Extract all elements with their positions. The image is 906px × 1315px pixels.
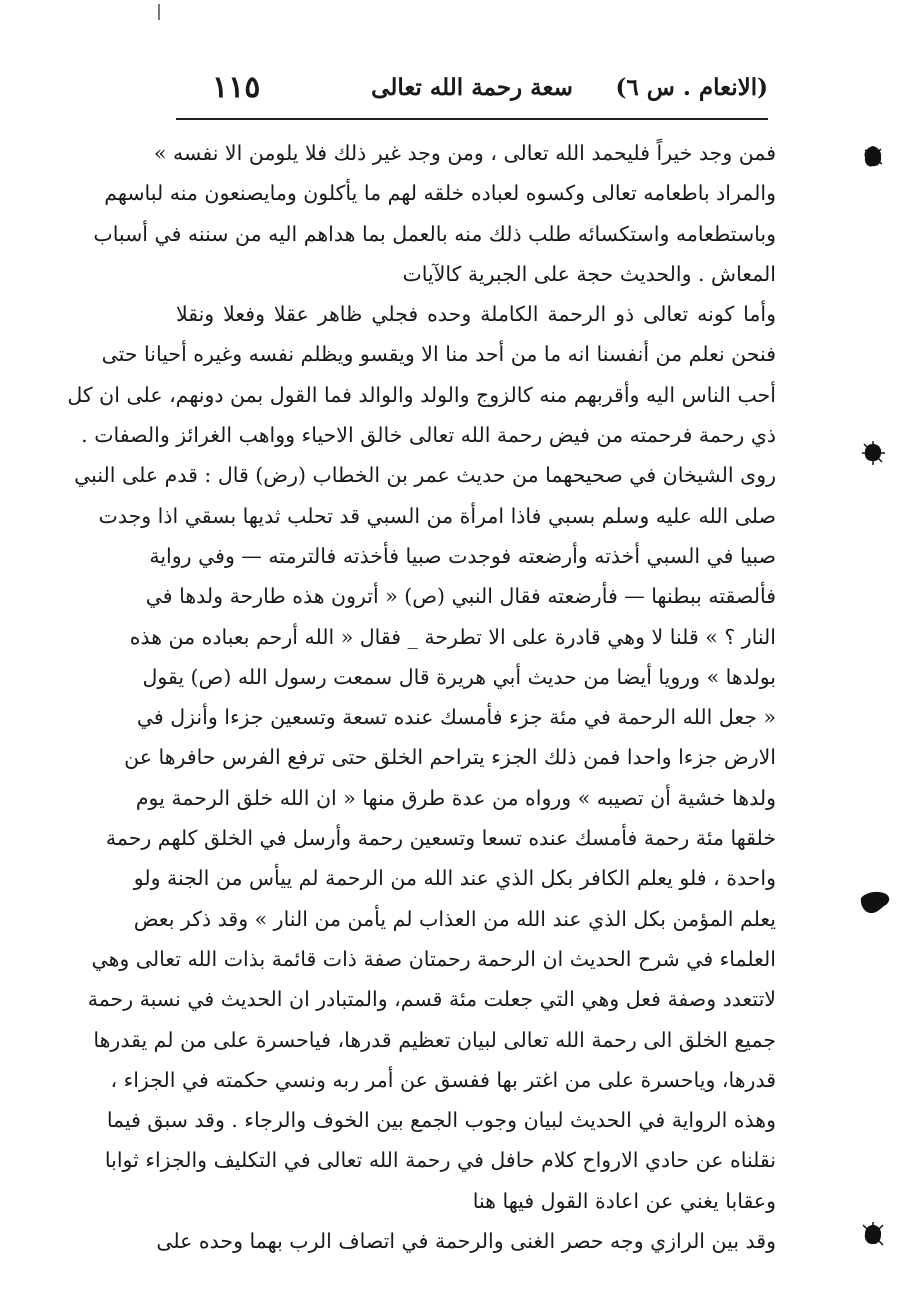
text-line: والمراد باطعامه تعالى وكسوه لعباده خلقه لهم ما يأكلون ومايصنعون منه لباسهم (104, 181, 776, 206)
text-line: قدرها، وياحسرة على من اغتر بها ففسق عن أمر ربه ونسي حكمته في الجزاء ، (110, 1067, 776, 1092)
text-line: بولدها » ورويا أيضا من حديث أبي هريرة قال سمعت رسول الله (ص) يقول (142, 664, 776, 689)
margin-blot-icon (860, 440, 886, 466)
margin-blot-icon (858, 888, 892, 918)
text-line: « جعل الله الرحمة في مئة جزء فأمسك عنده تسعة وتسعين جزءا وأنزل في (136, 705, 776, 730)
header-topic: سعة رحمة الله تعالى (371, 74, 573, 101)
text-line: خلقها مئة رحمة فأمسك عنده تسعا وتسعين رحمة وأرسل في الخلق كلهم رحمة (105, 826, 776, 851)
header-rule (176, 118, 768, 120)
text-line: المعاش . والحديث حجة على الجبرية كالآيات (402, 261, 776, 286)
text-line: وعقابا يغني عن اعادة القول فيها هنا (472, 1188, 776, 1213)
text-line: وباستطعامه واستكسائه طلب ذلك منه بالعمل بما هداهم اليه من سننه في أسباب (93, 221, 776, 246)
text-line: لاتتعدد وصفة فعل وهي التي جعلت مئة قسم، والمتبادر ان الحديث في نسبة رحمة (87, 987, 776, 1012)
text-line: ذي رحمة فرحمته من فيض رحمة الله تعالى خالق الاحياء وواهب الغرائز والصفات . (81, 423, 776, 448)
text-line: روى الشيخان في صحيحهما من حديث عمر بن الخطاب (رض) قال : قدم على النبي (74, 463, 776, 488)
text-line: فمن وجد خيراً فليحمد الله تعالى ، ومن وجد غير ذلك فلا يلومن الا نفسه » (154, 141, 776, 165)
text-line: وهذه الرواية في الحديث لبيان وجوب الجمع بين الخوف والرجاء . وقد سبق فيما (106, 1108, 776, 1133)
text-line: فألصقته ببطنها — فأرضعته فقال النبي (ص) « أترون هذه طارحة ولدها في (145, 584, 776, 609)
text-line: الارض جزءا واحدا فمن ذلك الجزء يتراحم الخلق حتى ترفع الفرس حافرها عن (124, 745, 776, 770)
text-line: وأما كونه تعالى ذو الرحمة الكاملة وحده فجلي ظاهر عقلا وفعلا ونقلا (176, 302, 776, 327)
text-line: جميع الخلق الى رحمة الله تعالى لبيان تعظيم قدرها، فياحسرة على من لم يقدرها (93, 1027, 776, 1052)
text-line: العلماء في شرح الحديث ان الرحمة رحمتان صفة ذات قائمة بذات الله تعالى وهي (91, 946, 776, 971)
text-line: ولدها خشية أن تصيبه » ورواه من عدة طرق منها « ان الله خلق الرحمة يوم (135, 785, 776, 810)
margin-blot-icon (860, 1222, 886, 1248)
text-line: نقلناه عن حادي الارواح كلام حافل في رحمة الله تعالى في التكليف والجزاء ثوابا (104, 1148, 776, 1173)
text-line: وقد بين الرازي وجه حصر الغنى والرحمة في اتصاف الرب بهما وحده على (156, 1229, 776, 1254)
scan-speck (158, 4, 160, 20)
text-line: صبيا في السبي أخذته وأرضعته فوجدت صبيا فأخذته فالترمته — وفي رواية (149, 543, 776, 568)
text-line: واحدة ، فلو يعلم الكافر بكل الذي عند الله من الرحمة لم ييأس من الجنة ولو (133, 866, 776, 891)
margin-blot-icon (860, 144, 886, 170)
page-number: ١١٥ (212, 70, 261, 105)
running-header (176, 70, 768, 114)
body-text (67, 133, 776, 1261)
text-line: فنحن نعلم من أنفسنا انه ما من أحد منا الا ويقسو ويظلم نفسه وغيره أحيانا حتى (101, 342, 776, 367)
text-line: صلى الله عليه وسلم بسبي فاذا امرأة من السبي قد تحلب ثديها بسقي اذا وجدت (98, 503, 776, 528)
chapter-reference: (الانعام . س ٦) (615, 74, 768, 101)
text-line: النار ؟ » قلنا لا وهي قادرة على الا تطرحة _ فقال « الله أرحم بعباده من هذه (129, 624, 776, 649)
text-line: يعلم المؤمن بكل الذي عند الله من العذاب لم يأمن من النار » وقد ذكر بعض (133, 906, 776, 931)
text-line: أحب الناس اليه وأقربهم منه كالزوج والولد والوالد فما القول بمن دونهم، على ان كل (67, 382, 776, 407)
